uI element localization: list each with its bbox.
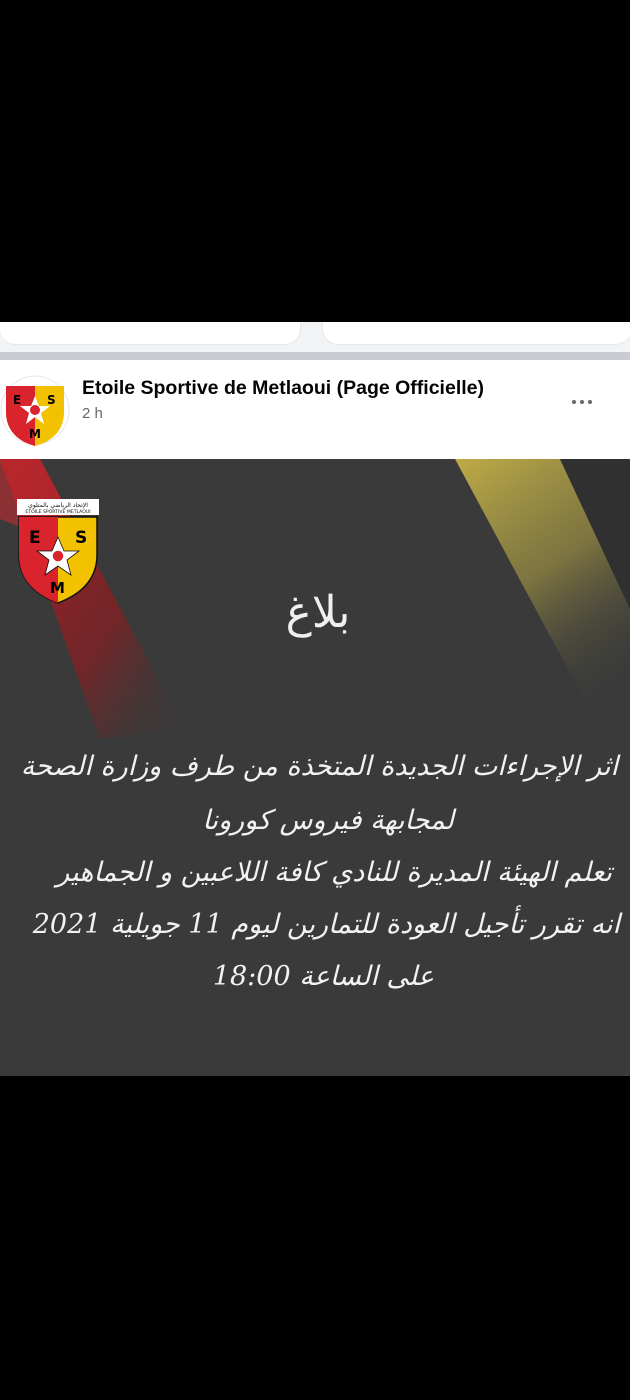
announcement-line-2: لمجابهة فيروس كورونا — [202, 805, 454, 836]
svg-text:S: S — [47, 393, 56, 407]
previous-post-left-button[interactable] — [0, 322, 301, 345]
avatar[interactable] — [0, 372, 70, 448]
crest-arabic-text: الإتحاد الرياضي بالمتلوي — [28, 502, 88, 509]
more-horizontal-icon — [572, 400, 576, 404]
svg-text:M: M — [29, 427, 41, 441]
bottom-black-area — [0, 1076, 630, 1400]
crest-letter-s: S — [75, 528, 88, 548]
svg-text:E: E — [13, 393, 22, 407]
previous-post-right-button[interactable] — [322, 322, 630, 345]
post-header — [0, 360, 630, 459]
announcement-line-1: اثر الإجراءات الجديدة المتخذة من طرف وزارة الصحة — [20, 751, 618, 782]
announcement-line-3: تعلم الهيئة المديرة للنادي كافة اللاعبين و الجماهير — [56, 857, 612, 888]
feed-divider — [0, 352, 630, 360]
crest-latin-text: ETOILE SPORTIVE METLAOUI — [25, 510, 91, 515]
post-image[interactable] — [0, 459, 630, 1076]
post-timestamp[interactable]: 2 h — [82, 405, 103, 422]
crest-letter-e: E — [29, 528, 41, 548]
top-black-area — [0, 0, 630, 322]
announcement-title: بلاغ — [285, 587, 351, 638]
page-name[interactable]: Etoile Sportive de Metlaoui (Page Officielle) — [82, 377, 484, 399]
announcement-line-4: انه تقرر تأجيل العودة للتمارين ليوم 11 جويلية 2021 — [32, 909, 620, 940]
crest-letter-m: M — [50, 579, 65, 597]
more-options-button[interactable] — [562, 390, 602, 414]
announcement-line-5: على الساعة 18:00 — [212, 961, 434, 992]
